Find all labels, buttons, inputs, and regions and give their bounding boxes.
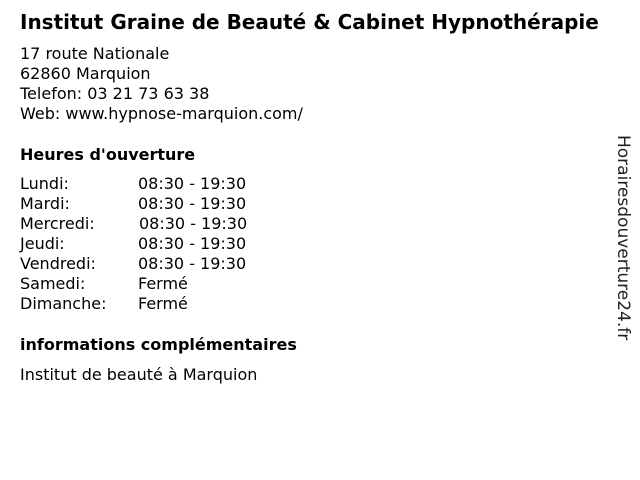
page-title: Institut Graine de Beauté & Cabinet Hypnothérapie — [20, 10, 599, 34]
time-value: Fermé — [138, 274, 188, 293]
time-value: 08:30 - 19:30 — [138, 174, 247, 193]
opening-hours-heading: Heures d'ouverture — [20, 145, 196, 164]
day-label: Mardi: — [20, 194, 70, 213]
day-label: Vendredi: — [20, 254, 96, 273]
time-value: 08:30 - 19:30 — [139, 214, 248, 233]
phone-number: Telefon: 03 21 73 63 38 — [20, 84, 210, 103]
day-label: Dimanche: — [20, 294, 107, 313]
additional-info-heading: informations complémentaires — [20, 335, 297, 354]
day-label: Jeudi: — [20, 234, 65, 253]
street-address: 17 route Nationale — [20, 44, 170, 63]
time-value: 08:30 - 19:30 — [138, 194, 247, 213]
day-label: Lundi: — [20, 174, 69, 193]
time-value: 08:30 - 19:30 — [138, 254, 247, 273]
day-label: Mercredi: — [20, 214, 95, 233]
site-watermark: Horairesdouverture24.fr — [613, 135, 633, 341]
city-postcode: 62860 Marquion — [20, 64, 151, 83]
time-value: 08:30 - 19:30 — [138, 234, 247, 253]
day-label: Samedi: — [20, 274, 86, 293]
website-link[interactable]: Web: www.hypnose-marquion.com/ — [20, 104, 303, 123]
time-value: Fermé — [138, 294, 188, 313]
additional-info-text: Institut de beauté à Marquion — [20, 365, 258, 384]
address-block — [20, 44, 303, 124]
